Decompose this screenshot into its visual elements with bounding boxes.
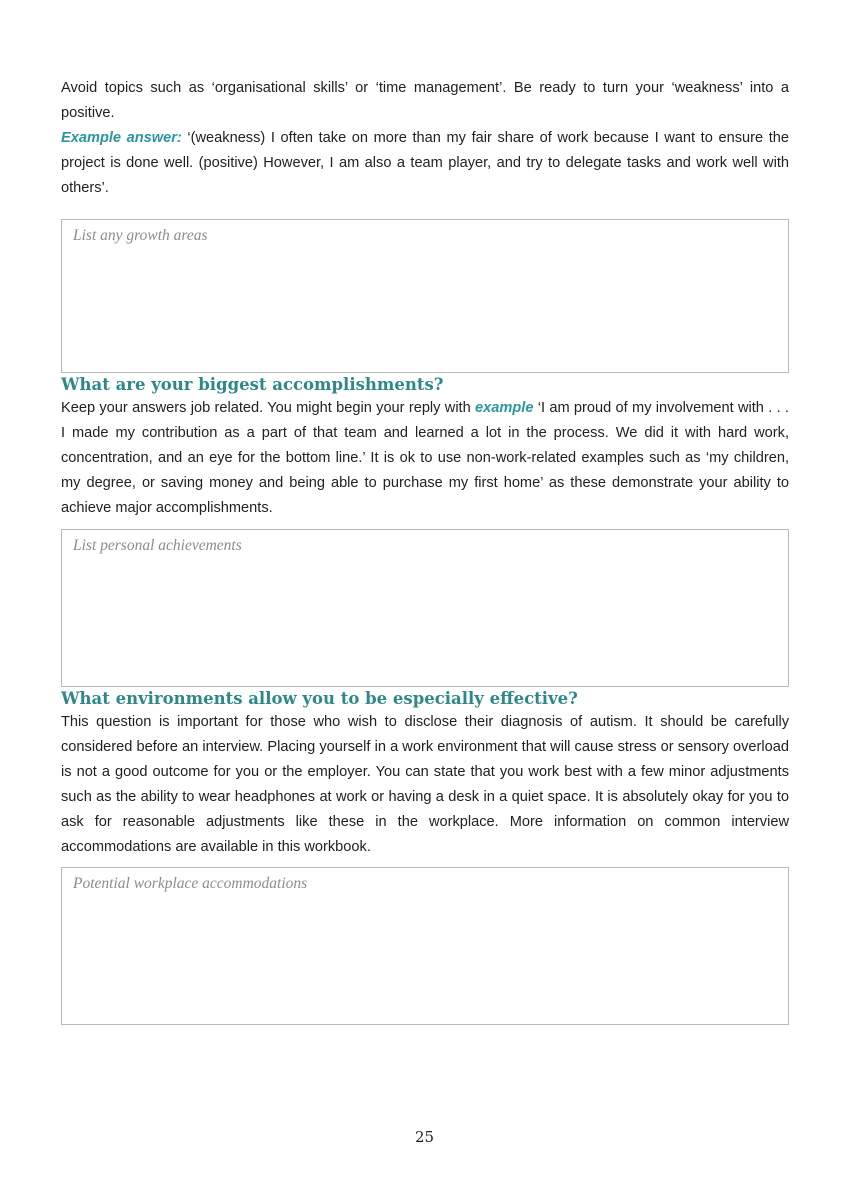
weakness-advice-paragraph: Avoid topics such as ‘organisational skills’ or ‘time management’. Be ready to turn your ‘weakness’ into a positive.: [61, 80, 789, 121]
personal-achievements-field[interactable]: [61, 529, 789, 687]
example-answer-label: Example answer:: [61, 130, 182, 146]
growth-areas-field[interactable]: [61, 219, 789, 373]
example-answer-text: ‘(weakness) I often take on more than my fair share of work because I want to ensure the project is done well. (positive) However, I am also a team player, and try to delegate tasks and work well with others’.: [61, 130, 789, 196]
page-number: 25: [414, 1128, 435, 1146]
accomplishments-text-end: ‘I am proud of my involvement with . . . I made my contribution as a part of that team and learned a lot in the process. We did it with hard work, concentration, and an eye for the bottom line.’ It is ok to use non-work-related examples such as ‘my children, my degree, or saving money and being able to purchase my first home’ as these demonstrate your ability to achieve major accomplishments.: [61, 400, 789, 516]
page-content: [61, 76, 789, 1025]
example-word: example: [475, 400, 534, 416]
accomplishments-paragraph: [61, 396, 789, 521]
accomplishments-text-start: Keep your answers job related. You might begin your reply with: [61, 400, 476, 416]
workplace-accommodations-field[interactable]: [61, 867, 789, 1025]
accomplishments-heading: What are your biggest accomplishments?: [61, 375, 444, 394]
environments-paragraph: This question is important for those who wish to disclose their diagnosis of autism. It should be carefully considered before an interview. Placing yourself in a work environment that will cause stress or sensory overload is not a good outcome for you or the employer. You can state that you work best with a few minor adjustments such as the ability to wear headphones at work or having a desk in a quiet space. It is absolutely okay for you to ask for reasonable adjustments like these in the workplace. More information on common interview accommodations are available in this workbook.: [61, 714, 789, 855]
environments-heading: What environments allow you to be especially effective?: [61, 689, 578, 708]
weakness-example-paragraph: [61, 126, 789, 201]
